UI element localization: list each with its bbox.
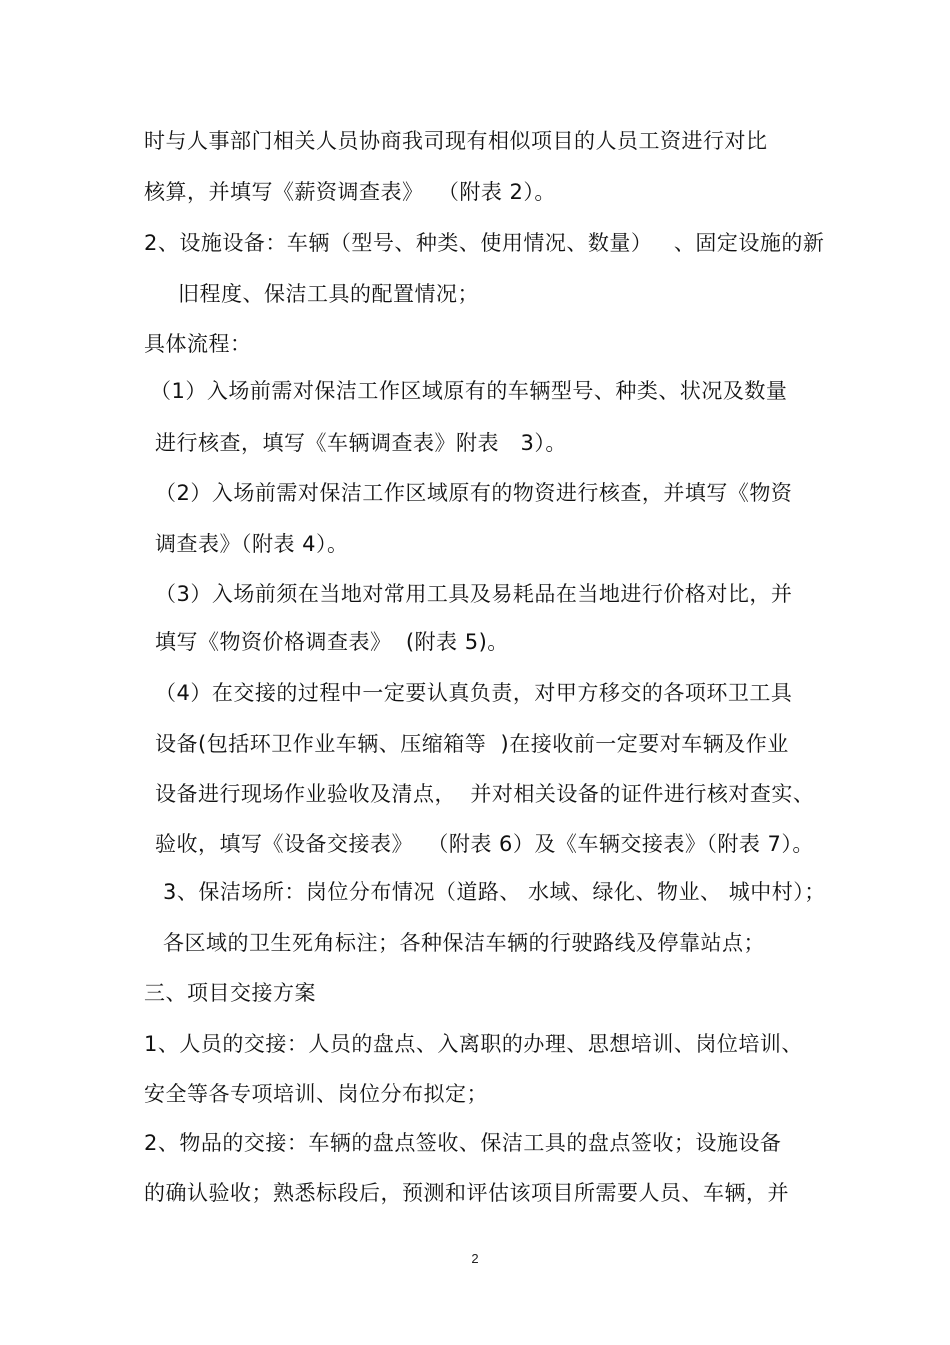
- text-line: 进行核查，填写《车辆调查表》附表 3）。: [155, 431, 567, 455]
- text-line: 旧程度、保洁工具的配置情况；: [178, 282, 479, 306]
- page-number: 2: [471, 1251, 479, 1266]
- text-line: （2）入场前需对保洁工作区域原有的物资进行核查，并填写《物资: [155, 481, 793, 505]
- text-line: 核算，并填写《薪资调查表》 （附表 2）。: [144, 180, 556, 204]
- text-line: 安全等各专项培训、岗位分布拟定；: [144, 1082, 488, 1106]
- text-line: 调查表》（附表 4）。: [155, 532, 349, 556]
- text-line: 2、设施设备：车辆（型号、种类、使用情况、数量） 、固定设施的新: [144, 231, 825, 255]
- text-line: 2、物品的交接：车辆的盘点签收、保洁工具的盘点签收；设施设备: [144, 1131, 782, 1155]
- text-line: 3、保洁场所：岗位分布情况（道路、 水域、绿化、物业、 城中村）；: [163, 880, 826, 904]
- text-line: 填写《物资价格调查表》 (附表 5)。: [155, 630, 509, 654]
- text-line: 设备(包括环卫作业车辆、压缩箱等 )在接收前一定要对车辆及作业: [155, 732, 789, 756]
- text-line: （3）入场前须在当地对常用工具及易耗品在当地进行价格对比，并: [155, 582, 793, 606]
- text-line: 的确认验收；熟悉标段后，预测和评估该项目所需要人员、车辆，并: [144, 1181, 789, 1205]
- text-line: 三、项目交接方案: [144, 981, 316, 1005]
- text-line: 时与人事部门相关人员协商我司现有相似项目的人员工资进行对比: [144, 129, 768, 153]
- text-line: （4）在交接的过程中一定要认真负责，对甲方移交的各项环卫工具: [155, 681, 793, 705]
- text-line: 1、人员的交接：人员的盘点、入离职的办理、思想培训、岗位培训、: [144, 1032, 803, 1056]
- text-line: 设备进行现场作业验收及清点， 并对相关设备的证件进行核对查实、: [155, 782, 815, 806]
- text-line: （1）入场前需对保洁工作区域原有的车辆型号、种类、状况及数量: [150, 379, 788, 403]
- text-line: 具体流程：: [144, 332, 252, 356]
- text-line: 各区域的卫生死角标注；各种保洁车辆的行驶路线及停靠站点；: [163, 931, 765, 955]
- text-line: 验收，填写《设备交接表》 （附表 6）及《车辆交接表》（附表 7）。: [155, 832, 814, 856]
